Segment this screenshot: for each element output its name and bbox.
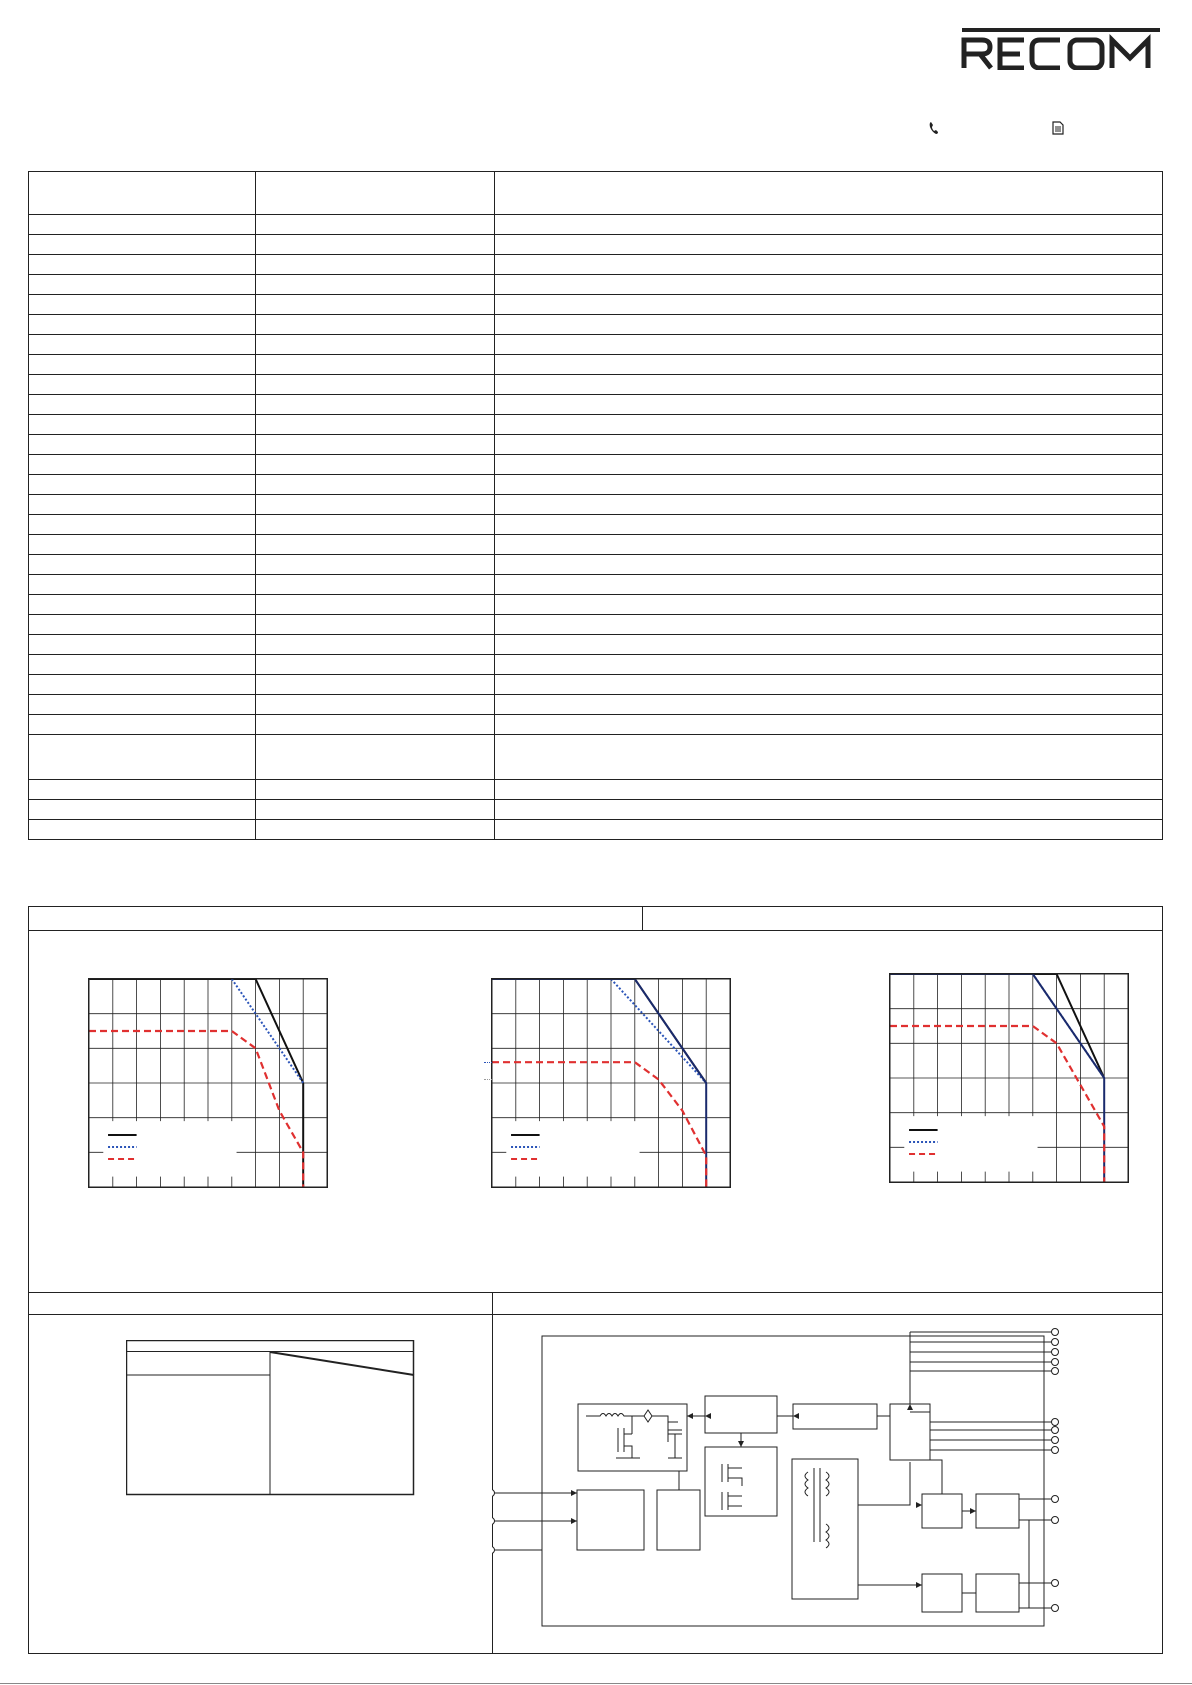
- series-dotted: [232, 979, 303, 1083]
- spec-row: [29, 715, 1163, 735]
- spec-cell: [29, 475, 256, 495]
- input-filter-block: [577, 1490, 644, 1550]
- spec-cell: [256, 435, 495, 455]
- spec-cell: [29, 715, 256, 735]
- spec-row: [29, 675, 1163, 695]
- spec-cell: [256, 375, 495, 395]
- pin-vout-2: [1052, 1517, 1059, 1524]
- spec-cell: [495, 415, 1163, 435]
- spec-cell: [256, 275, 495, 295]
- spec-row: [29, 255, 1163, 275]
- spec-cell: [495, 395, 1163, 415]
- legend-box: [103, 1121, 236, 1176]
- spec-cell: [495, 495, 1163, 515]
- spec-row: [29, 655, 1163, 675]
- lower-section-divider: [28, 1292, 1163, 1293]
- pin-vout-4: [1052, 1605, 1059, 1612]
- spec-row: [29, 695, 1163, 715]
- spec-cell: [256, 655, 495, 675]
- pinout-table: [126, 1340, 415, 1496]
- spec-row: [29, 575, 1163, 595]
- spec-cell: [29, 255, 256, 275]
- spec-cell: [495, 695, 1163, 715]
- spec-cell: [495, 615, 1163, 635]
- spec-cell: [495, 435, 1163, 455]
- spec-cell: [495, 800, 1163, 820]
- derating-chart-2: [491, 978, 731, 1188]
- spec-cell: [495, 375, 1163, 395]
- spec-cell: [29, 355, 256, 375]
- chart-2-left-tick-2: [484, 1079, 492, 1080]
- spec-cell: [256, 455, 495, 475]
- spec-cell: [256, 172, 495, 215]
- spec-cell: [495, 535, 1163, 555]
- spec-row: [29, 820, 1163, 840]
- spec-cell: [256, 780, 495, 800]
- derating-chart-1: [88, 978, 328, 1188]
- specification-table: [28, 171, 1163, 840]
- spec-row: [29, 215, 1163, 235]
- spec-cell: [256, 495, 495, 515]
- spec-cell: [29, 455, 256, 475]
- pin-out-7: [1052, 1427, 1059, 1434]
- spec-cell: [29, 435, 256, 455]
- spec-cell: [495, 735, 1163, 780]
- spec-cell: [256, 615, 495, 635]
- spec-cell: [495, 335, 1163, 355]
- spec-row: [29, 315, 1163, 335]
- document-icon[interactable]: [1052, 121, 1064, 135]
- spec-cell: [256, 715, 495, 735]
- spec-cell: [256, 535, 495, 555]
- spec-cell: [256, 695, 495, 715]
- pin-out-3: [1052, 1349, 1059, 1356]
- pin-out-9: [1052, 1447, 1059, 1454]
- spec-cell: [495, 820, 1163, 840]
- spec-row: [29, 172, 1163, 215]
- feedback-block: [793, 1404, 877, 1429]
- spec-row: [29, 535, 1163, 555]
- spec-row: [29, 435, 1163, 455]
- spec-row: [29, 735, 1163, 780]
- section-header-divider: [28, 930, 1163, 931]
- spec-cell: [495, 515, 1163, 535]
- pin-out-6: [1052, 1419, 1059, 1426]
- pin-out-4: [1052, 1359, 1059, 1366]
- derating-chart-1-svg: [88, 978, 328, 1188]
- spec-cell: [29, 295, 256, 315]
- spec-row: [29, 475, 1163, 495]
- spec-cell: [495, 355, 1163, 375]
- spec-cell: [495, 295, 1163, 315]
- derating-chart-3: [889, 973, 1129, 1183]
- pwm-controller-block: [705, 1396, 777, 1433]
- spec-cell: [29, 575, 256, 595]
- rectifier-block-1: [922, 1494, 962, 1528]
- legend-box: [506, 1121, 639, 1176]
- spec-cell: [29, 555, 256, 575]
- boost-circuit-block: [578, 1404, 687, 1471]
- spec-cell: [29, 655, 256, 675]
- spec-cell: [29, 535, 256, 555]
- spec-cell: [495, 635, 1163, 655]
- spec-cell: [29, 172, 256, 215]
- spec-cell: [256, 475, 495, 495]
- spec-cell: [256, 255, 495, 275]
- uvlo-block: [657, 1490, 700, 1550]
- spec-cell: [256, 295, 495, 315]
- pin-vin-1: [492, 1490, 495, 1497]
- spec-cell: [29, 495, 256, 515]
- spec-cell: [29, 780, 256, 800]
- spec-cell: [29, 215, 256, 235]
- spec-cell: [495, 475, 1163, 495]
- spec-cell: [256, 635, 495, 655]
- spec-row: [29, 295, 1163, 315]
- pin-vin-2: [492, 1518, 495, 1525]
- spec-cell: [256, 575, 495, 595]
- transformer-block: [792, 1459, 858, 1599]
- spec-cell: [495, 675, 1163, 695]
- spec-row: [29, 375, 1163, 395]
- phone-icon[interactable]: [928, 121, 940, 135]
- recom-logo: [960, 28, 1162, 70]
- spec-cell: [29, 415, 256, 435]
- spec-cell: [29, 515, 256, 535]
- spec-row: [29, 780, 1163, 800]
- spec-row: [29, 800, 1163, 820]
- spec-cell: [256, 515, 495, 535]
- spec-cell: [495, 255, 1163, 275]
- spec-cell: [256, 675, 495, 695]
- spec-cell: [29, 695, 256, 715]
- spec-row: [29, 595, 1163, 615]
- spec-row: [29, 275, 1163, 295]
- legend-box: [904, 1116, 1037, 1171]
- spec-cell: [256, 820, 495, 840]
- spec-cell: [256, 395, 495, 415]
- spec-cell: [256, 315, 495, 335]
- spec-row: [29, 235, 1163, 255]
- spec-cell: [29, 395, 256, 415]
- spec-row: [29, 495, 1163, 515]
- pin-out-5: [1052, 1368, 1059, 1375]
- spec-cell: [29, 275, 256, 295]
- spec-row: [29, 615, 1163, 635]
- spec-cell: [495, 275, 1163, 295]
- spec-row: [29, 455, 1163, 475]
- spec-row: [29, 395, 1163, 415]
- spec-cell: [29, 315, 256, 335]
- spec-cell: [495, 215, 1163, 235]
- derating-chart-2-svg: [491, 978, 731, 1188]
- spec-cell: [29, 675, 256, 695]
- spec-cell: [495, 780, 1163, 800]
- spec-cell: [29, 615, 256, 635]
- derating-chart-3-svg: [889, 973, 1129, 1183]
- spec-cell: [29, 635, 256, 655]
- spec-cell: [256, 335, 495, 355]
- spec-row: [29, 335, 1163, 355]
- spec-row: [29, 635, 1163, 655]
- spec-cell: [29, 820, 256, 840]
- spec-cell: [495, 315, 1163, 335]
- spec-cell: [29, 595, 256, 615]
- output-filter-block-1: [976, 1494, 1019, 1528]
- spec-cell: [256, 415, 495, 435]
- pin-out-1: [1052, 1329, 1059, 1336]
- spec-cell: [495, 595, 1163, 615]
- spec-cell: [29, 335, 256, 355]
- chart-2-left-tick: [484, 1062, 492, 1063]
- series-solid: [492, 979, 706, 1083]
- spec-cell: [29, 735, 256, 780]
- spec-row: [29, 415, 1163, 435]
- spec-cell: [256, 555, 495, 575]
- spec-cell: [495, 235, 1163, 255]
- diagram-outline: [542, 1336, 1044, 1626]
- spec-cell: [29, 235, 256, 255]
- spec-cell: [495, 555, 1163, 575]
- spec-cell: [256, 235, 495, 255]
- spec-cell: [29, 800, 256, 820]
- spec-cell: [495, 715, 1163, 735]
- spec-cell: [495, 172, 1163, 215]
- pin-out-2: [1052, 1339, 1059, 1346]
- spec-cell: [29, 375, 256, 395]
- spec-row: [29, 355, 1163, 375]
- series-solid: [890, 974, 1104, 1078]
- pin-vout-1: [1052, 1496, 1059, 1503]
- spec-cell: [495, 575, 1163, 595]
- spec-cell: [256, 215, 495, 235]
- pin-vin-3: [492, 1547, 495, 1554]
- rectifier-block-2: [922, 1574, 962, 1612]
- pin-vout-3: [1052, 1580, 1059, 1587]
- block-diagram: [492, 1312, 1063, 1630]
- spec-cell: [256, 735, 495, 780]
- spec-cell: [256, 355, 495, 375]
- pin-out-8: [1052, 1437, 1059, 1444]
- spec-cell: [256, 800, 495, 820]
- spec-row: [29, 515, 1163, 535]
- section-header-column-divider: [642, 906, 643, 930]
- page-bottom-rule: [0, 1683, 1192, 1684]
- spec-cell: [256, 595, 495, 615]
- output-filter-block-2: [976, 1574, 1019, 1612]
- spec-cell: [495, 455, 1163, 475]
- spec-cell: [495, 655, 1163, 675]
- spec-row: [29, 555, 1163, 575]
